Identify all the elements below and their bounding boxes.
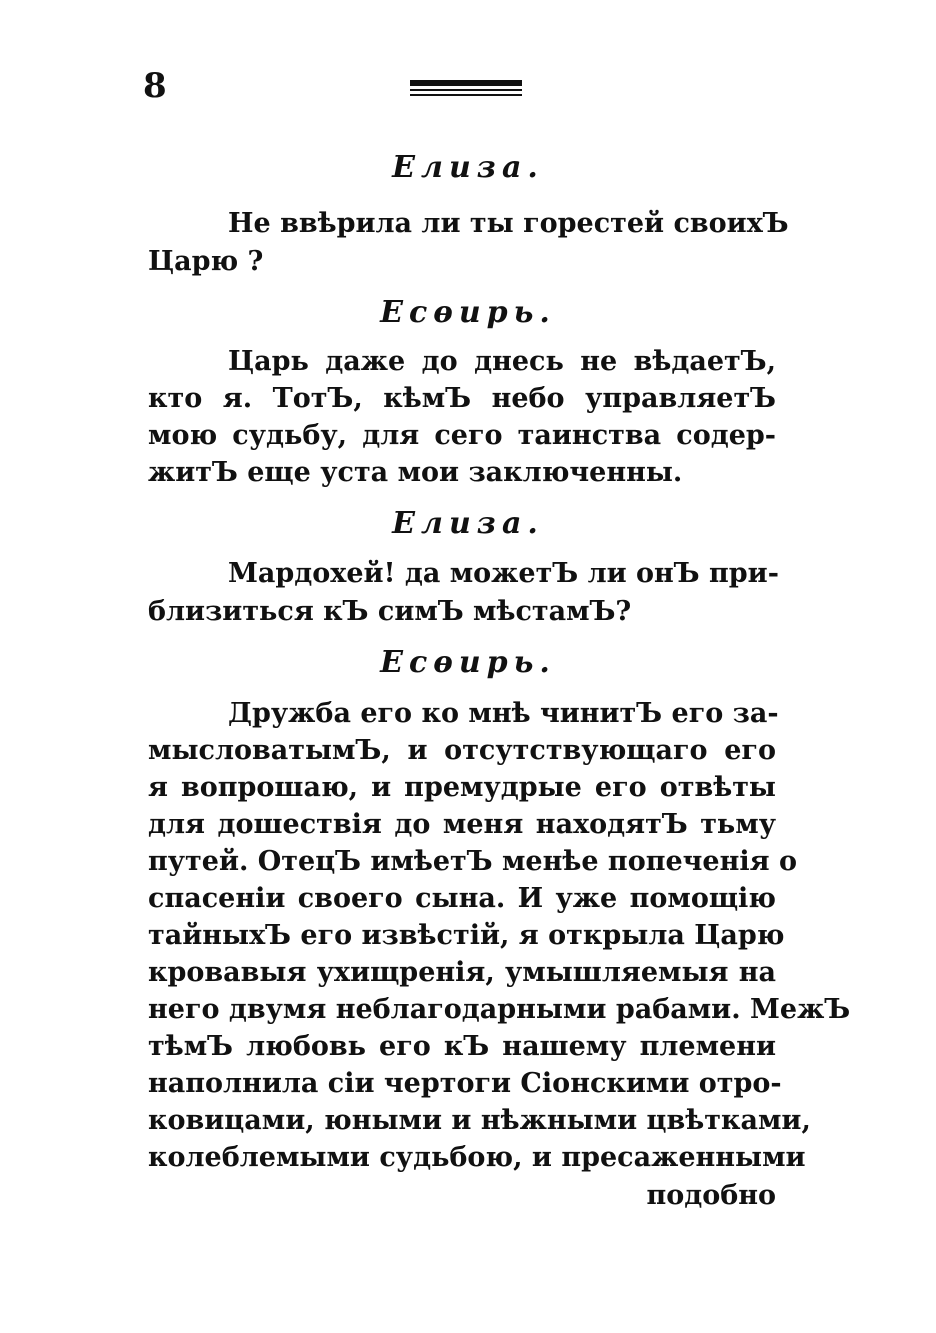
speech-line: мысловатымЪ, и отсутствующаго его [148, 735, 776, 766]
catchword: подобно [646, 1180, 776, 1211]
speech-line: колеблемыми судьбою, и пресаженными [148, 1142, 806, 1173]
speech-line: житЪ еще уста мои заключенны. [148, 457, 683, 488]
speech-line: близиться кЪ симЪ мѣстамЪ? [148, 596, 632, 627]
header-ornament [410, 80, 522, 100]
speech-line: Царь даже до днесь не вѣдаетЪ, [228, 346, 776, 377]
page-number: 8 [143, 66, 167, 106]
speaker-name: Елиза. [392, 150, 544, 185]
speaker-name: Есѳирь. [380, 645, 556, 680]
speech-line: Царю ? [148, 246, 264, 277]
speech-line: я вопрошаю, и премудрые его отвѣты [148, 772, 776, 803]
speech-line: спасеніи своего сына. И уже помощію [148, 883, 776, 914]
speaker-name: Елиза. [392, 506, 544, 541]
speech-line: мою судьбу, для сего таинства содер- [148, 420, 776, 451]
speech-line: Мардохей! да можетЪ ли онЪ при- [228, 558, 779, 589]
speech-line: ковицами, юными и нѣжными цвѣтками, [148, 1105, 811, 1136]
speech-line: Не ввѣрила ли ты горестей своихЪ [228, 208, 789, 239]
speech-line: тайныхЪ его извѣстій, я открыла Царю [148, 920, 785, 951]
speech-line: него двумя неблагодарными рабами. МежЪ [148, 994, 851, 1025]
speech-line: тѣмЪ любовь его кЪ нашему племени [148, 1031, 776, 1062]
speech-line: путей. ОтецЪ имѣетЪ менѣе попеченія о [148, 846, 797, 877]
speech-line: Дружба его ко мнѣ чинитЪ его за- [228, 698, 779, 729]
speech-line: кто я. ТотЪ, кѣмЪ небо управляетЪ [148, 383, 776, 414]
speech-line: наполнила сіи чертоги Сіонскими отро- [148, 1068, 782, 1099]
speech-line: кровавыя ухищренія, умышляемыя на [148, 957, 776, 988]
speech-line: для дошествія до меня находятЪ тьму [148, 809, 776, 840]
speaker-name: Есѳирь. [380, 295, 556, 330]
